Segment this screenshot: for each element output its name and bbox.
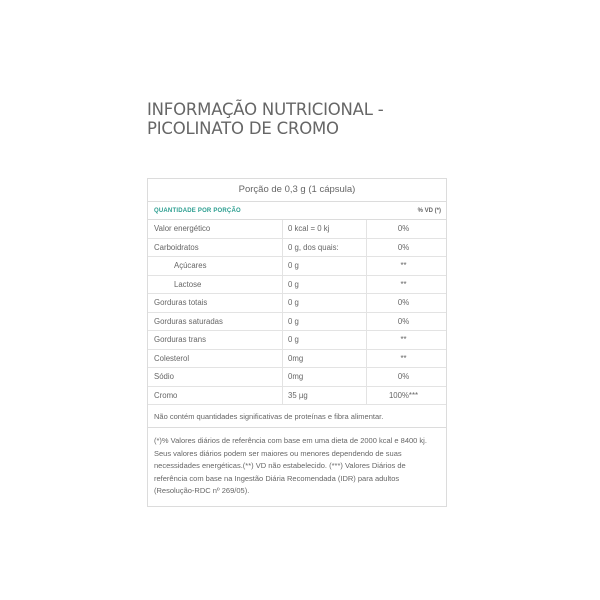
- table-note: Não contém quantidades significativas de proteínas e fibra alimentar.: [148, 405, 446, 428]
- table-row: [148, 350, 446, 369]
- nutrient-name: Gorduras totais: [148, 294, 283, 312]
- nutrient-amount: 0 kcal = 0 kj: [283, 220, 367, 238]
- nutrient-vd: **: [400, 335, 407, 345]
- nutrient-amount: 0 g: [283, 331, 367, 349]
- table-row: [148, 313, 446, 332]
- table-row: [148, 294, 446, 313]
- table-row: [148, 276, 446, 295]
- nutrient-amount: 0 g: [283, 294, 367, 312]
- nutrient-name: Valor energético: [148, 220, 283, 238]
- table-row: [148, 239, 446, 258]
- nutrient-name: Sódio: [148, 368, 283, 386]
- portion-size: Porção de 0,3 g (1 cápsula): [148, 179, 446, 202]
- nutrient-vd: 0%: [397, 316, 410, 326]
- nutrient-vd: 0%: [397, 242, 410, 252]
- nutrient-vd: 100%***: [388, 390, 419, 400]
- table-header: [148, 202, 446, 220]
- nutrient-amount: 0mg: [283, 368, 367, 386]
- table-row: [148, 220, 446, 239]
- nutrient-amount: 0 g, dos quais:: [283, 239, 367, 257]
- nutrient-amount: 0mg: [283, 350, 367, 368]
- nutrient-name: Gorduras saturadas: [148, 313, 283, 331]
- nutrient-vd: 0%: [397, 298, 410, 308]
- table-footnote: (*)% Valores diários de referência com base em uma dieta de 2000 kcal e 8400 kj. Seus valores diários podem ser maiores ou menores dependendo de suas necessidades energéticas.(**) VD não estabelecido. (***) Valores Diários de referência com base na Ingestão Diária Recomendada (IDR) para adultos (Resolução-RDC nº 269/05).: [154, 436, 427, 495]
- nutrient-name: Carboidratos: [148, 239, 283, 257]
- page-title: INFORMAÇÃO NUTRICIONAL - PICOLINATO DE CROMO: [147, 100, 384, 138]
- table-row: [148, 257, 446, 276]
- nutrient-name: Açúcares: [148, 257, 283, 275]
- nutrient-name: Gorduras trans: [148, 331, 283, 349]
- nutrient-name: Lactose: [148, 276, 283, 294]
- nutrient-amount: 0 g: [283, 257, 367, 275]
- nutrient-vd: **: [400, 279, 407, 289]
- nutrient-name: Colesterol: [148, 350, 283, 368]
- nutrient-name: Cromo: [148, 387, 283, 405]
- nutrition-table: [147, 178, 447, 507]
- header-quantity-label: QUANTIDADE POR PORÇÃO: [154, 207, 241, 214]
- nutrient-vd: 0%: [397, 224, 410, 234]
- nutrient-amount: 35 µg: [283, 387, 367, 405]
- nutrient-vd: **: [400, 353, 407, 363]
- nutrient-vd: **: [400, 261, 407, 271]
- nutrient-vd: 0%: [397, 372, 410, 382]
- table-row: [148, 387, 446, 406]
- table-row: [148, 331, 446, 350]
- nutrient-amount: 0 g: [283, 276, 367, 294]
- table-row: [148, 368, 446, 387]
- header-vd-label: % VD (*): [417, 207, 441, 214]
- nutrient-amount: 0 g: [283, 313, 367, 331]
